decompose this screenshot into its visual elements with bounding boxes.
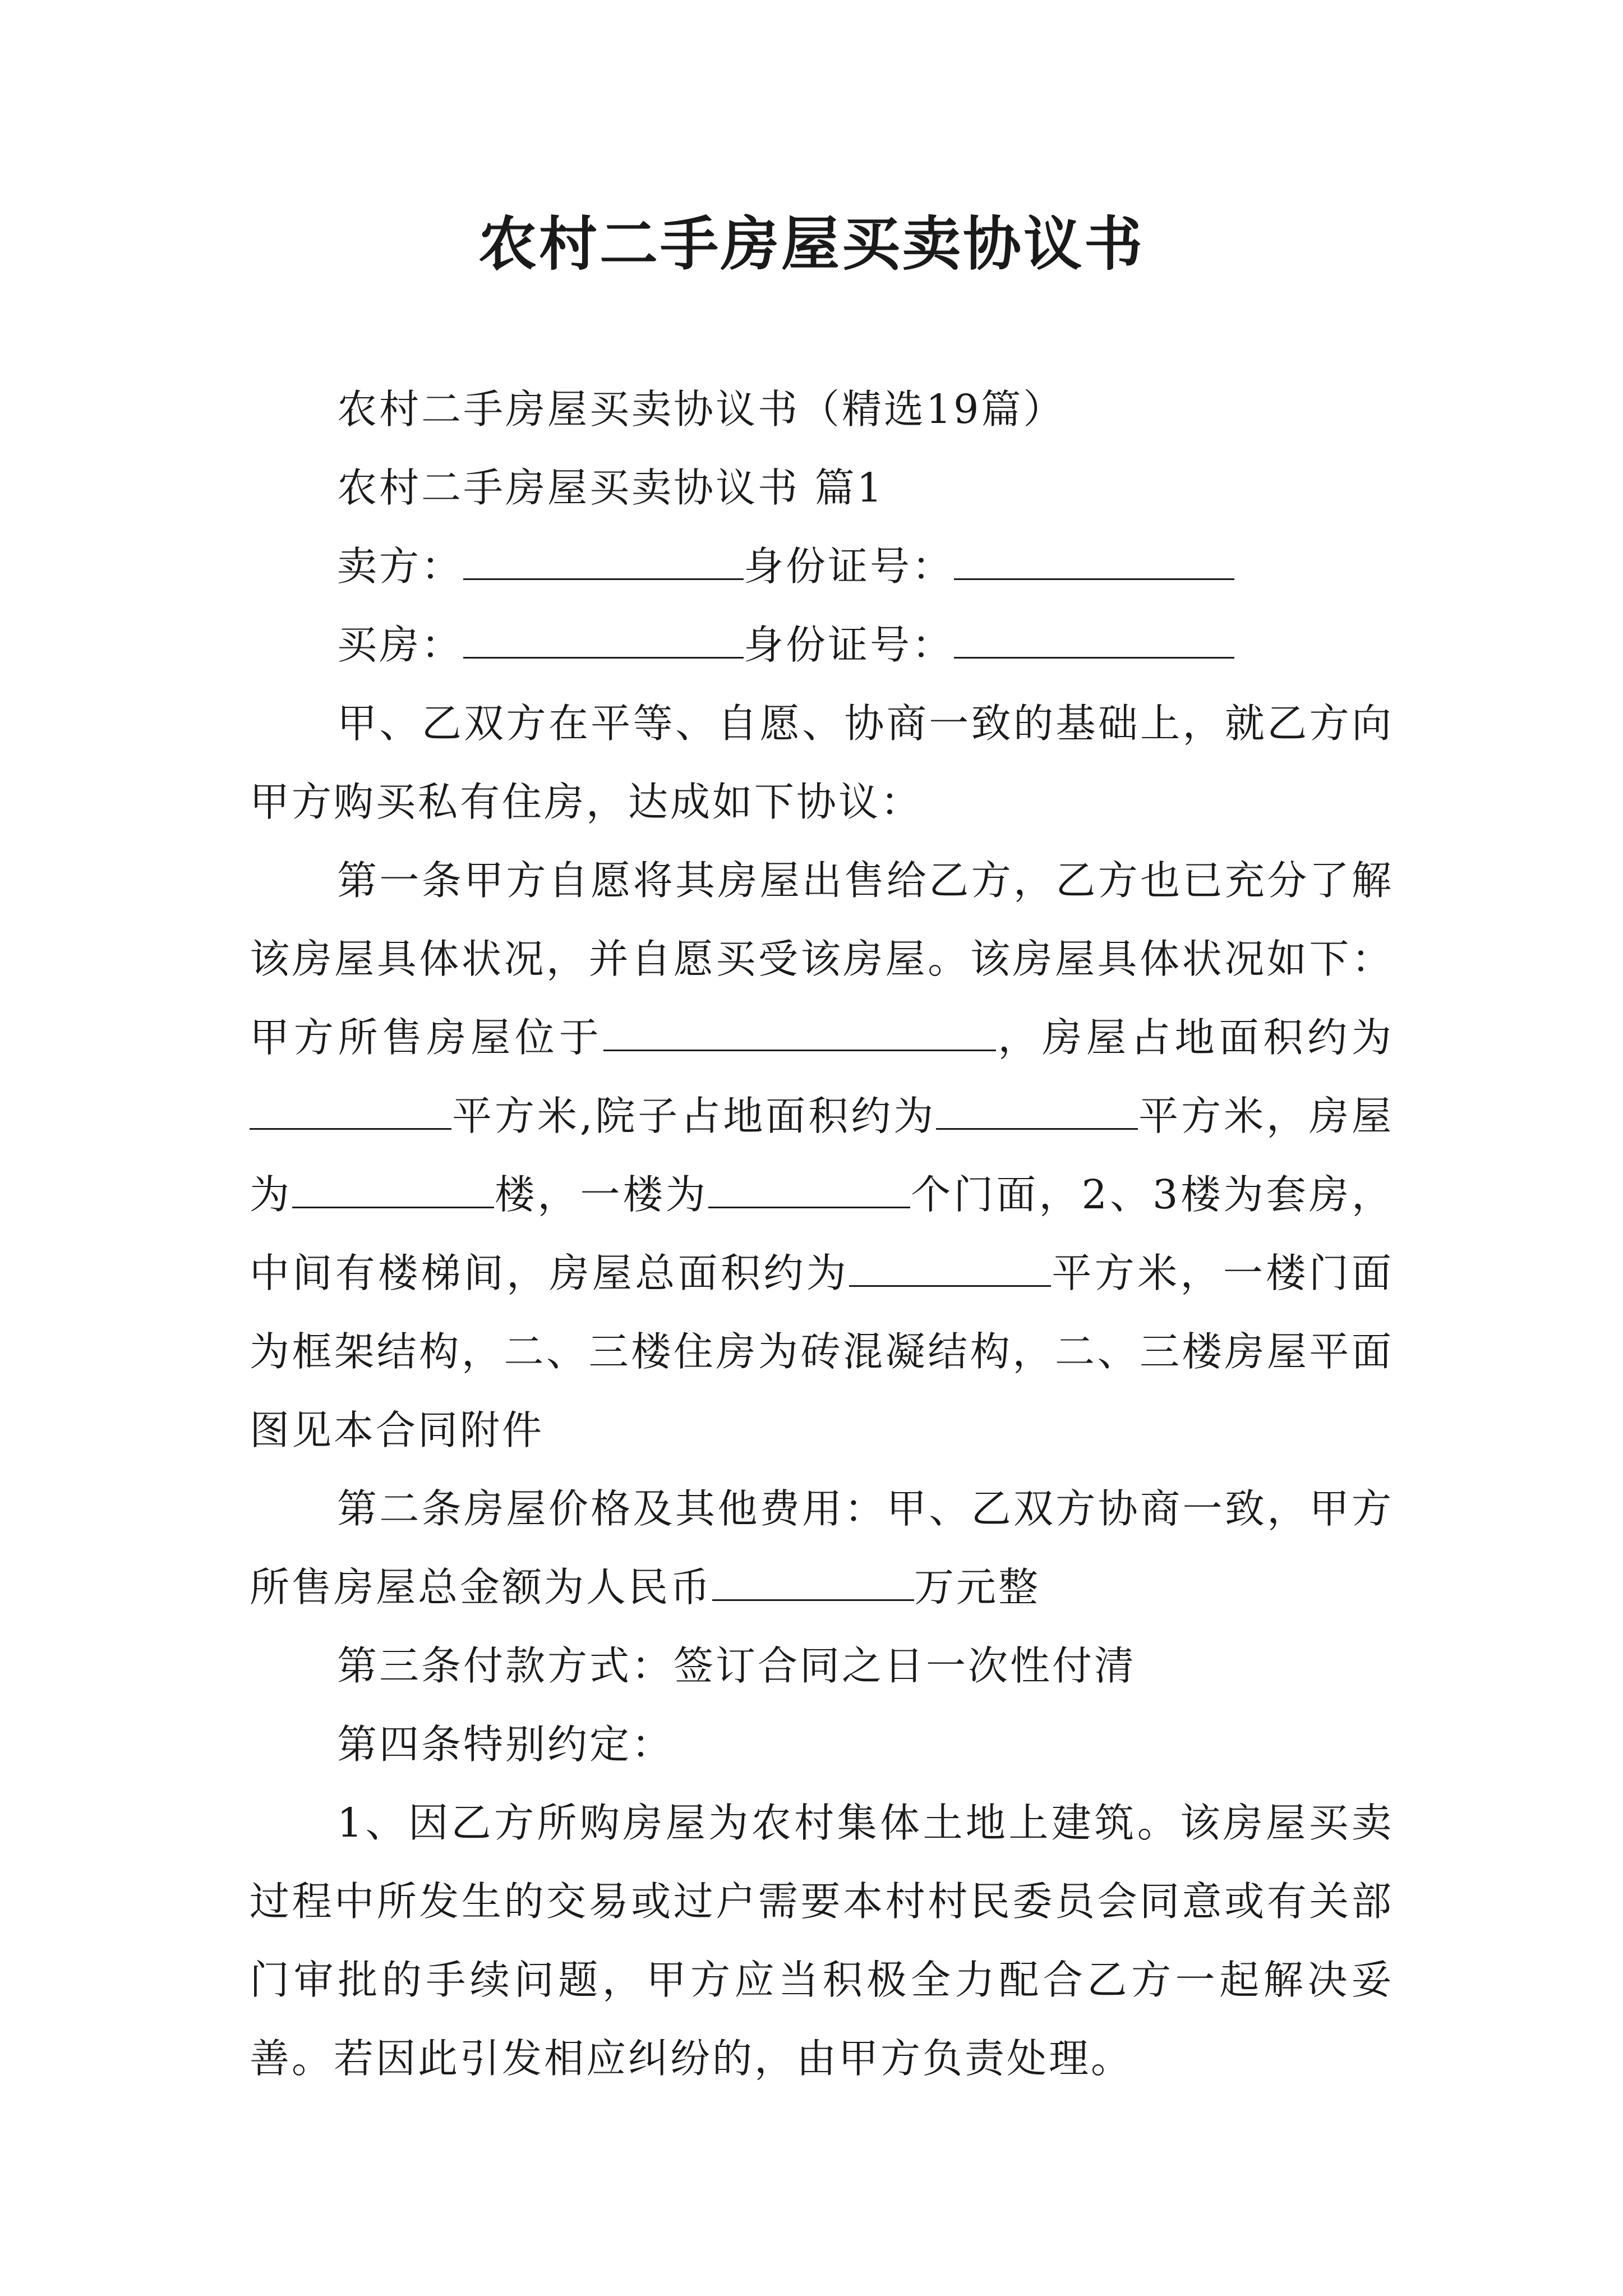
article-1-text: 平方米,院子占地面积约为 (451, 1093, 937, 1139)
storefront-count-blank (708, 1163, 910, 1208)
article-1-text: 平方米，房屋为 (250, 1093, 1394, 1218)
clause-1: 1、因乙方所购房屋为农村集体土地上建筑。该房屋买卖过程中所发生的交易或过户需要本村村民委员会同意或有关部门审批的手续问题，甲方应当积极全力配合乙方一起解决妥善。若因此引发相应纠纷的，由甲方负责处理。 (250, 1800, 1394, 2082)
total-area-blank (849, 1241, 1051, 1287)
floors-blank (292, 1163, 494, 1208)
yard-area-blank (936, 1084, 1138, 1130)
document-body (250, 370, 1394, 2098)
buyer-label: 买房： (337, 622, 464, 668)
article-1-text: 个门面，2、3楼为套房，中间有楼梯间，房屋总面积约为 (250, 1171, 1394, 1296)
seller-id-label: 身份证号： (744, 543, 955, 590)
article-3: 第三条付款方式：签订合同之日一次性付清 (337, 1642, 1137, 1689)
buyer-name-blank (463, 613, 744, 659)
article-4: 第四条特别约定： (337, 1721, 674, 1768)
seller-line (250, 527, 1394, 606)
seller-id-blank (954, 535, 1234, 580)
subtitle: 农村二手房屋买卖协议书（精选19篇） (337, 386, 1066, 432)
article-2 (250, 1470, 1394, 1627)
seller-label: 卖方： (337, 543, 464, 590)
seller-name-blank (463, 535, 744, 580)
intro-paragraph: 甲、乙双方在平等、自愿、协商一致的基础上，就乙方向甲方购买私有住房，达成如下协议： (250, 700, 1394, 825)
article-2-text: 第二条房屋价格及其他费用：甲、乙双方协商一致，甲方所售房屋总金额为人民币 (250, 1485, 1394, 1611)
article-1-text: 平方米，一楼门面为框架结构，二、三楼住房为砖混凝结构，二、三楼房屋平面图见本合同附件 (250, 1250, 1394, 1453)
article-1-text: 第一条甲方自愿将其房屋出售给乙方，乙方也已充分了解该房屋具体状况，并自愿买受该房屋。该房屋具体状况如下：甲方所售房屋位于 (250, 857, 1394, 1061)
article-1-text: ，房屋占地面积约为 (995, 1014, 1394, 1061)
buyer-id-blank (954, 613, 1234, 659)
article-2-text: 万元整 (914, 1564, 1041, 1611)
section-heading: 农村二手房屋买卖协议书 篇1 (337, 464, 884, 511)
buyer-id-label: 身份证号： (744, 622, 955, 668)
document-title: 农村二手房屋买卖协议书 (478, 210, 1145, 278)
buyer-line (250, 606, 1394, 684)
price-blank (712, 1556, 914, 1601)
article-1-text: 楼，一楼为 (494, 1171, 708, 1218)
article-1 (250, 841, 1394, 1470)
location-blank (603, 1006, 996, 1051)
land-area-blank (250, 1084, 451, 1130)
